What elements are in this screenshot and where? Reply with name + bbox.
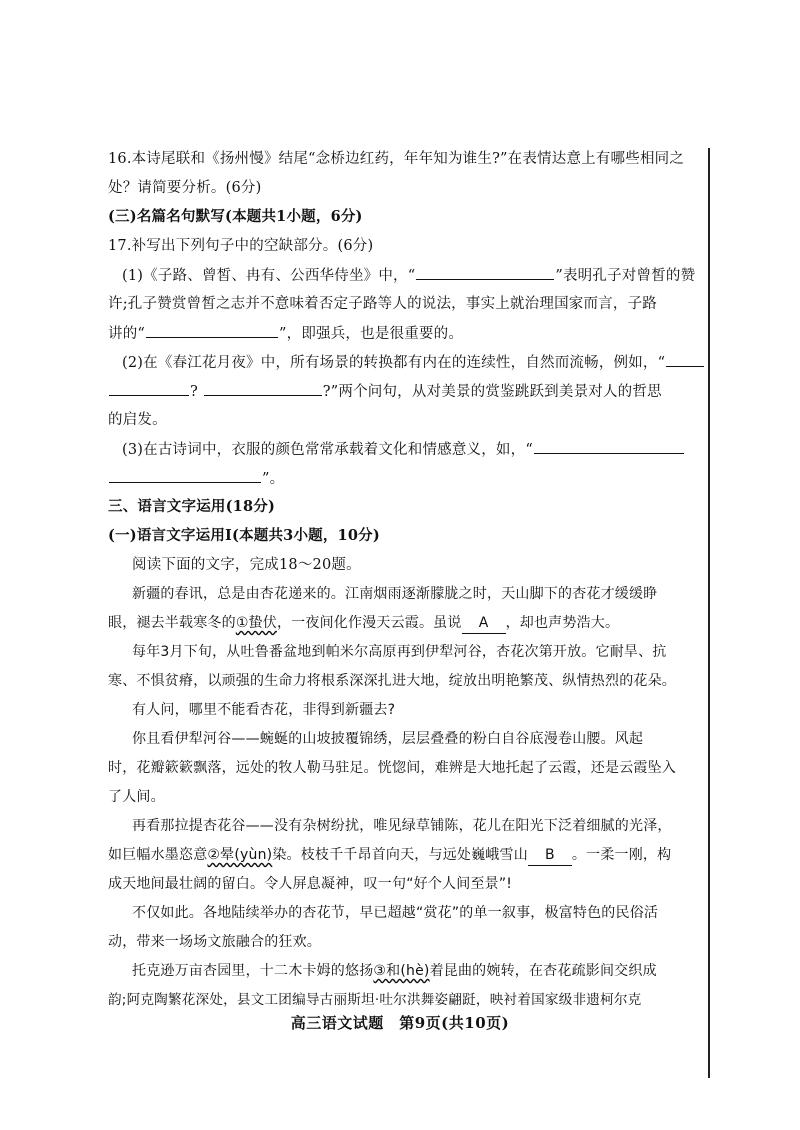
blank-a: A	[462, 613, 506, 634]
q17-part2-line2	[108, 381, 662, 402]
section-heading-dictation: (三)名篇名句默写(本题共1小题，6分)	[108, 208, 363, 225]
passage-p5-line2	[108, 845, 671, 866]
passage-p5-line3: 成天地间最壮阔的留白。令人屏息凝神，叹一句“好个人间至景”!	[108, 876, 513, 892]
q17-part2-line1	[122, 352, 705, 373]
passage-p7-line1	[132, 961, 657, 981]
passage-p4-line1: 你且看伊犁河谷——蜿蜒的山坡披覆锦绣，层层叠叠的粉白自谷底漫卷山腰。风起	[132, 731, 644, 747]
q17-p3-text-b: ”。	[262, 471, 285, 487]
q17-p2-text-b: ?	[190, 384, 198, 400]
answer-blank[interactable]	[534, 439, 684, 454]
passage-p6-line2: 动，带来一场场文旅融合的狂欢。	[108, 934, 321, 950]
q17-part1-line1	[122, 265, 695, 286]
passage-p7-line2: 韵;阿克陶繁花深处，县文工团编导古丽斯坦·吐尔洪舞姿翩跹，映衬着国家级非遗柯尔克	[108, 992, 642, 1008]
answer-blank[interactable]	[146, 323, 278, 338]
passage-p6-line1: 不仅如此。各地陆续举办的杏花节，早已超越“赏花”的单一叙事，极富特色的民俗活	[132, 905, 659, 921]
passage-p2-line1: 每年3月下旬，从吐鲁番盆地到帕米尔高原再到伊犁河谷，杏花次第开放。它耐旱、抗	[132, 644, 667, 660]
answer-blank[interactable]	[666, 352, 704, 367]
blank-b: B	[528, 845, 572, 866]
part3-heading: 三、语言文字运用(18分)	[108, 498, 275, 515]
q17-p2-text-a: (2)在《春江花月夜》中，所有场景的转换都有内在的连续性，自然而流畅，例如，“	[122, 355, 666, 371]
q17-p3-text-a: (3)在古诗词中，衣服的颜色常常承载着文化和情感意义，如，“	[122, 442, 533, 458]
answer-blank[interactable]	[109, 381, 189, 396]
q17-part1-line2: 许;孔子赞赏曾皙之志并不意味着否定子路等人的说法，事实上就治理国家而言，子路	[108, 296, 657, 312]
marked-word-3: ③和(hè)	[373, 963, 430, 979]
answer-blank[interactable]	[109, 468, 261, 483]
passage-text: ，却也声势浩大。	[505, 615, 620, 631]
passage-p1-line2	[108, 613, 619, 634]
passage-text: 。一柔一刚，构	[571, 847, 672, 863]
answer-blank[interactable]	[416, 265, 554, 280]
q17-p2-text-c: ?”两个问句，从对美景的赏鉴跳跃到美景对人的哲思	[322, 384, 662, 400]
q17-p1-text-a: (1)《子路、曾皙、冉有、公西华侍坐》中，“	[122, 268, 416, 284]
passage-text: 托克逊万亩杏园里，十二木卡姆的悠扬	[132, 963, 374, 979]
q17-p1-text-d: ”，即强兵，也是很重要的。	[279, 326, 464, 342]
q17-part1-line3	[108, 323, 463, 344]
margin-rule	[708, 148, 710, 1078]
passage-text: 如巨幅水墨恣意	[108, 847, 208, 863]
q17-stem: 17.补写出下列句子中的空缺部分。(6分)	[108, 238, 374, 254]
q16-line1: 16.本诗尾联和《扬州慢》结尾“念桥边红药，年年知为谁生?”在表情达意上有哪些相同之	[108, 151, 685, 167]
passage-p4-line2: 时，花瓣簌簌飘落，远处的牧人勒马驻足。恍惚间，难辨是大地托起了云霞，还是云霞坠入	[108, 760, 676, 776]
q17-p1-text-b: ”表明孔子对曾皙的赞	[555, 268, 696, 284]
q17-part3-line1	[122, 439, 685, 460]
q17-p1-text-c: 讲的“	[108, 326, 146, 342]
passage-p1-line1: 新疆的春讯，总是由杏花递来的。江南烟雨逐渐朦胧之时，天山脚下的杏花才缓缓睁	[132, 586, 658, 602]
marked-word-1: ①蛰伏	[235, 615, 277, 631]
reading-instruction: 阅读下面的文字，完成18～20题。	[132, 557, 361, 573]
passage-text: 眼，褪去半载寒冬的	[108, 615, 236, 631]
marked-word-2: ②晕(yùn)	[207, 847, 273, 863]
passage-p3: 有人问，哪里不能看杏花，非得到新疆去?	[132, 702, 396, 718]
passage-p2-line2: 寒、不惧贫瘠，以顽强的生命力将根系深深扎进大地，绽放出明艳繁茂、纵情热烈的花朵。	[108, 673, 676, 689]
answer-blank[interactable]	[204, 381, 322, 396]
page-footer: 高三语文试题 第9页(共10页)	[290, 1014, 510, 1032]
subsection-heading: (一)语言文字运用Ⅰ(本题共3小题，10分)	[108, 527, 380, 544]
q17-part2-line3: 的启发。	[108, 412, 167, 428]
passage-text: 染。枝枝千千昂首向天，与远处巍峨雪山	[272, 847, 528, 863]
passage-p4-line3: 了人间。	[108, 789, 165, 805]
passage-text: ，一夜间化作漫天云霞。虽说	[276, 615, 462, 631]
q17-part3-line2	[108, 468, 284, 489]
q16-line2: 处？请简要分析。(6分)	[108, 180, 262, 196]
passage-text: 着昆曲的婉转，在杏花疏影间交织成	[429, 963, 657, 979]
passage-p5-line1: 再看那拉提杏花谷——没有杂树纷扰，唯见绿草铺陈，花儿在阳光下泛着细腻的光泽，	[132, 818, 672, 834]
